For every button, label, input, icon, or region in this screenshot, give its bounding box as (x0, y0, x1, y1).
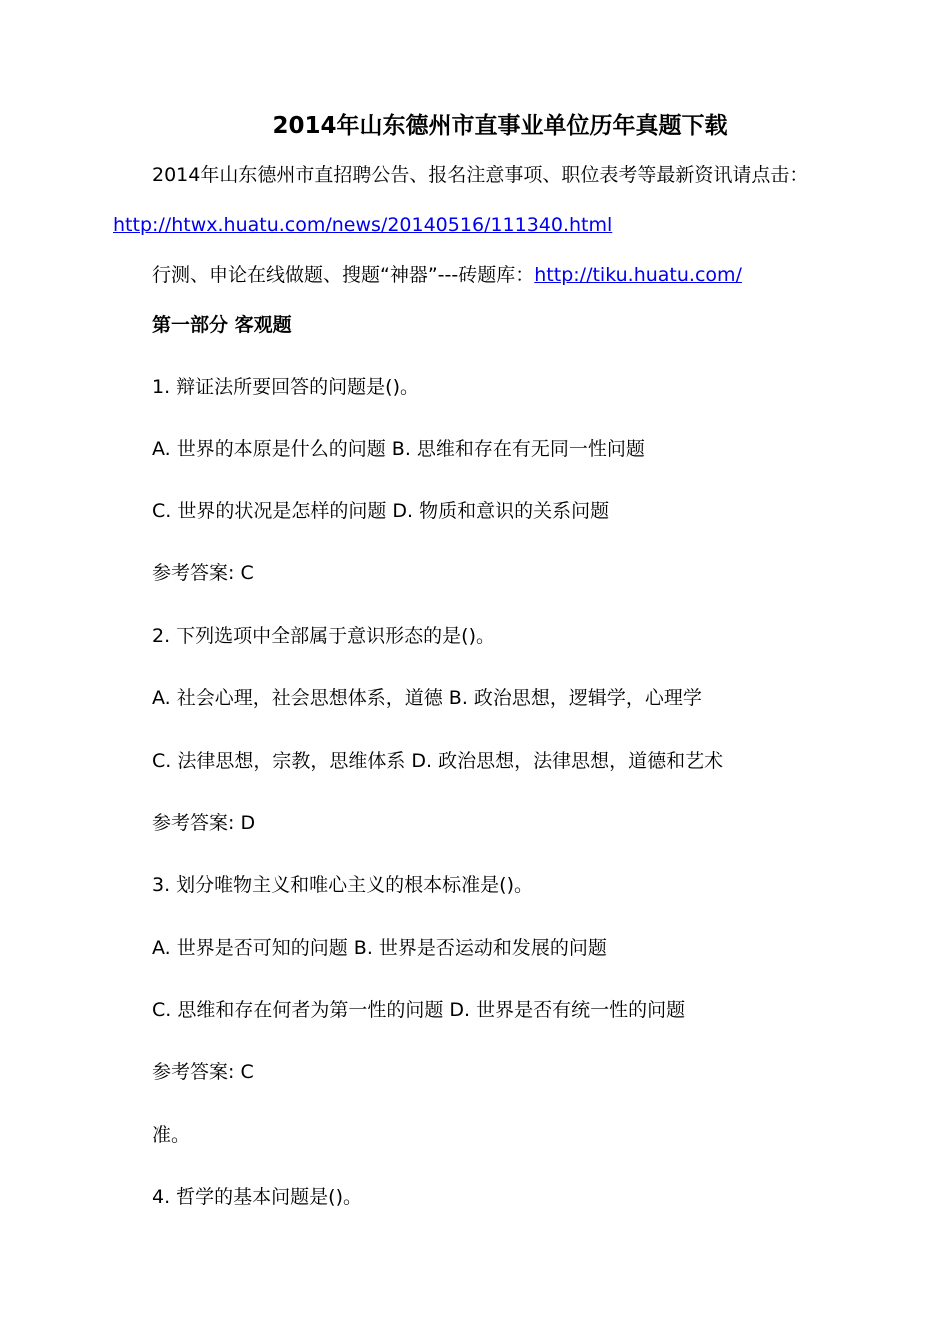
tiku-prefix: 行测、申论在线做题、搜题“神器”---砖题库： (152, 264, 535, 286)
question-options: C. 世界的状况是怎样的问题 D. 物质和意识的关系问题 (152, 500, 610, 522)
intro-text: 2014年山东德州市直招聘公告、报名注意事项、职位表考等最新资讯请点击： (152, 164, 809, 186)
question-options: A. 世界是否可知的问题 B. 世界是否运动和发展的问题 (152, 937, 607, 959)
question-options: A. 世界的本原是什么的问题 B. 思维和存在有无同一性问题 (152, 438, 645, 460)
question-text: 3. 划分唯物主义和唯心主义的根本标准是()。 (152, 874, 533, 896)
document-title: 2014年山东德州市直事业单位历年真题下载 (272, 113, 728, 139)
question-options: C. 法律思想，宗教，思维体系 D. 政治思想，法律思想，道德和艺术 (152, 750, 724, 772)
intro-link-line (113, 213, 612, 237)
question-text: 1. 辩证法所要回答的问题是()。 (152, 376, 419, 398)
question-options: A. 社会心理，社会思想体系，道德 B. 政治思想，逻辑学，心理学 (152, 687, 702, 709)
question-answer: 参考答案: C (152, 562, 254, 584)
question-options: C. 思维和存在何者为第一性的问题 D. 世界是否有统一性的问题 (152, 999, 686, 1021)
question-text: 4. 哲学的基本问题是()。 (152, 1186, 362, 1208)
tiku-line (152, 263, 742, 287)
intro-link[interactable]: http://htwx.huatu.com/news/20140516/111340.html (113, 214, 613, 236)
tiku-link[interactable]: http://tiku.huatu.com/ (534, 264, 742, 286)
section-heading: 第一部分 客观题 (152, 314, 292, 336)
question-text: 2. 下列选项中全部属于意识形态的是()。 (152, 625, 495, 647)
stray-text: 准。 (152, 1124, 191, 1146)
question-answer: 参考答案: C (152, 1061, 254, 1083)
question-answer: 参考答案: D (152, 812, 256, 834)
